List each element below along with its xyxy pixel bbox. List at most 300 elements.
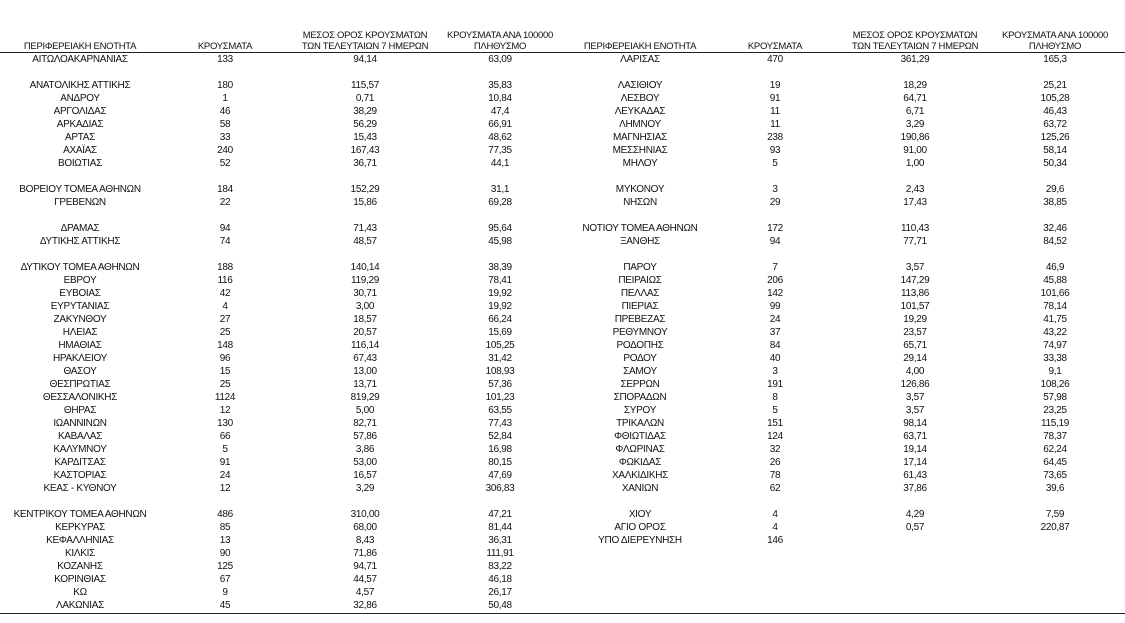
cell-cases: 24 xyxy=(219,470,231,481)
cell-mean7: 3,57 xyxy=(905,262,925,273)
cell-mean7: 17,14 xyxy=(903,457,927,468)
table-row xyxy=(560,521,1125,534)
cell-mean7: 71,43 xyxy=(353,223,377,234)
cell-mean7: 152,29 xyxy=(350,184,380,195)
cell-per100k: 66,24 xyxy=(488,314,512,325)
header-cases: ΚΡΟΥΣΜΑΤΑ xyxy=(197,41,253,52)
cell-per100k: 33,38 xyxy=(1043,353,1067,364)
cell-per100k: 62,24 xyxy=(1043,444,1067,455)
cell-per100k: 69,28 xyxy=(488,197,512,208)
header-per100k: ΚΡΟΥΣΜΑΤΑ ΑΝΑ 100000 ΠΛΗΘΥΣΜΟ xyxy=(1002,30,1108,52)
cell-region: ΚΩ xyxy=(73,587,87,598)
cell-cases: 42 xyxy=(219,288,231,299)
cell-region: ΕΥΒΟΙΑΣ xyxy=(59,288,101,299)
table-row xyxy=(560,131,1125,144)
cell-cases: 19 xyxy=(769,80,781,91)
cell-mean7: 167,43 xyxy=(350,145,380,156)
table-row xyxy=(0,274,565,287)
header-mean7: ΜΕΣΟΣ ΟΡΟΣ ΚΡΟΥΣΜΑΤΩΝ ΤΩΝ ΤΕΛΕΥΤΑΙΩΝ 7 ΗΜΕΡΩΝ xyxy=(301,30,429,52)
cell-per100k: 9,1 xyxy=(1048,366,1062,377)
cell-per100k: 63,55 xyxy=(488,405,512,416)
cell-per100k: 77,35 xyxy=(488,145,512,156)
table-row xyxy=(0,92,565,105)
cell-cases: 7 xyxy=(772,262,778,273)
cell-per100k: 32,46 xyxy=(1043,223,1067,234)
cell-cases: 96 xyxy=(219,353,231,364)
cell-mean7: 71,86 xyxy=(353,548,377,559)
cell-cases: 99 xyxy=(769,301,781,312)
cell-mean7: 3,29 xyxy=(355,483,375,494)
cell-cases: 58 xyxy=(219,119,231,130)
table-row xyxy=(0,417,565,430)
table-row xyxy=(0,482,565,495)
cell-region: ΛΗΜΝΟΥ xyxy=(619,119,661,130)
cell-region: ΛΕΣΒΟΥ xyxy=(620,93,660,104)
cell-per100k: 43,22 xyxy=(1043,327,1067,338)
cell-per100k: 58,14 xyxy=(1043,145,1067,156)
cell-per100k: 74,97 xyxy=(1043,340,1067,351)
cell-mean7: 64,71 xyxy=(903,93,927,104)
cell-per100k: 47,4 xyxy=(490,106,510,117)
table-row xyxy=(560,261,1125,274)
table-body-right xyxy=(560,53,1125,547)
cell-region: ΠΕΙΡΑΙΩΣ xyxy=(618,275,662,286)
cell-cases: 151 xyxy=(767,418,783,429)
cell-region: ΗΛΕΙΑΣ xyxy=(62,327,98,338)
table-row xyxy=(560,352,1125,365)
header-mean7: ΜΕΣΟΣ ΟΡΟΣ ΚΡΟΥΣΜΑΤΩΝ ΤΩΝ ΤΕΛΕΥΤΑΙΩΝ 7 ΗΜΕΡΩΝ xyxy=(851,30,979,52)
cell-mean7: 0,71 xyxy=(355,93,375,104)
cell-region: ΜΕΣΣΗΝΙΑΣ xyxy=(612,145,668,156)
cell-mean7: 2,43 xyxy=(905,184,925,195)
cell-region: ΑΡΓΟΛΙΔΑΣ xyxy=(53,106,107,117)
cell-per100k: 50,48 xyxy=(488,600,512,611)
cell-per100k: 38,85 xyxy=(1043,197,1067,208)
table-row xyxy=(0,79,565,92)
cell-cases: 142 xyxy=(767,288,783,299)
cell-region: ΚΑΛΥΜΝΟΥ xyxy=(53,444,107,455)
table-row xyxy=(560,326,1125,339)
cell-region: ΚΟΡΙΝΘΙΑΣ xyxy=(54,574,106,585)
cell-cases: 3 xyxy=(772,184,778,195)
cell-mean7: 3,86 xyxy=(355,444,375,455)
cell-per100k: 46,9 xyxy=(1045,262,1065,273)
blank-row xyxy=(0,495,565,508)
cell-region: ΑΡΤΑΣ xyxy=(64,132,96,143)
cell-cases: 22 xyxy=(219,197,231,208)
table-row xyxy=(560,469,1125,482)
cell-per100k: 84,52 xyxy=(1043,236,1067,247)
cell-cases: 13 xyxy=(219,535,231,546)
table-row xyxy=(0,469,565,482)
cell-mean7: 15,43 xyxy=(353,132,377,143)
cell-cases: 184 xyxy=(217,184,233,195)
header-cases: ΚΡΟΥΣΜΑΤΑ xyxy=(747,41,803,52)
table-row xyxy=(560,417,1125,430)
cell-region: ΙΩΑΝΝΙΝΩΝ xyxy=(53,418,107,429)
table-row xyxy=(560,274,1125,287)
cell-per100k: 306,83 xyxy=(485,483,515,494)
cell-cases: 124 xyxy=(767,431,783,442)
cell-cases: 46 xyxy=(219,106,231,117)
table-row xyxy=(560,313,1125,326)
cell-cases: 37 xyxy=(769,327,781,338)
cell-cases: 11 xyxy=(770,106,780,117)
blank-row xyxy=(0,209,565,222)
table-row xyxy=(560,79,1125,92)
cell-cases: 74 xyxy=(219,236,231,247)
cell-region: ΤΡΙΚΑΛΩΝ xyxy=(616,418,664,429)
table-row xyxy=(560,508,1125,521)
cell-per100k: 10,84 xyxy=(488,93,512,104)
table-row xyxy=(0,144,565,157)
cell-cases: 25 xyxy=(219,327,231,338)
table-row xyxy=(0,391,565,404)
cell-mean7: 19,29 xyxy=(903,314,927,325)
header-region: ΠΕΡΙΦΕΡΕΙΑΚΗ ΕΝΟΤΗΤΑ xyxy=(583,41,697,52)
cell-mean7: 4,29 xyxy=(905,509,925,520)
cell-cases: 3 xyxy=(772,366,778,377)
cell-per100k: 36,31 xyxy=(488,535,512,546)
cell-per100k: 125,26 xyxy=(1040,132,1070,143)
table-row xyxy=(0,183,565,196)
cell-mean7: 113,86 xyxy=(900,288,930,299)
cell-region: ΚΙΛΚΙΣ xyxy=(65,548,95,559)
cell-region: ΚΟΖΑΝΗΣ xyxy=(57,561,103,572)
cell-region: ΓΡΕΒΕΝΩΝ xyxy=(54,197,106,208)
cell-region: ΞΑΝΘΗΣ xyxy=(620,236,660,247)
cell-cases: 180 xyxy=(217,80,233,91)
cell-region: ΣΕΡΡΩΝ xyxy=(620,379,660,390)
table-row xyxy=(0,222,565,235)
cell-cases: 27 xyxy=(219,314,231,325)
cell-per100k: 78,41 xyxy=(488,275,512,286)
table-row xyxy=(560,391,1125,404)
table-row xyxy=(560,365,1125,378)
cell-region: ΔΡΑΜΑΣ xyxy=(60,223,100,234)
cell-mean7: 13,00 xyxy=(353,366,377,377)
cell-region: ΠΙΕΡΙΑΣ xyxy=(621,301,659,312)
cell-mean7: 4,00 xyxy=(905,366,925,377)
table-row xyxy=(0,339,565,352)
cell-mean7: 82,71 xyxy=(353,418,377,429)
cell-region: ΧΙΟΥ xyxy=(628,509,652,520)
cell-cases: 130 xyxy=(217,418,233,429)
cell-per100k: 38,39 xyxy=(488,262,512,273)
cell-mean7: 57,86 xyxy=(353,431,377,442)
table-row xyxy=(0,547,565,560)
cell-cases: 29 xyxy=(769,197,781,208)
table-row xyxy=(0,157,565,170)
table-row xyxy=(0,352,565,365)
table-row xyxy=(0,534,565,547)
cell-region: ΛΑΡΙΣΑΣ xyxy=(620,54,660,65)
blank-row xyxy=(0,170,565,183)
cell-per100k: 7,59 xyxy=(1045,509,1065,520)
table-row xyxy=(560,482,1125,495)
table-row xyxy=(0,105,565,118)
table-row xyxy=(0,287,565,300)
cell-per100k: 47,69 xyxy=(488,470,512,481)
cell-cases: 93 xyxy=(769,145,781,156)
cell-per100k: 39,6 xyxy=(1045,483,1065,494)
cell-mean7: 94,71 xyxy=(353,561,377,572)
cell-cases: 5 xyxy=(222,444,228,455)
cell-mean7: 4,57 xyxy=(355,587,375,598)
cell-mean7: 63,71 xyxy=(903,431,927,442)
cell-region: ΕΒΡΟΥ xyxy=(63,275,97,286)
cell-cases: 90 xyxy=(219,548,231,559)
blank-row xyxy=(560,170,1125,183)
cell-per100k: 105,28 xyxy=(1040,93,1070,104)
cell-per100k: 31,42 xyxy=(488,353,512,364)
cell-region: ΦΘΙΩΤΙΔΑΣ xyxy=(614,431,666,442)
table-row xyxy=(560,53,1125,66)
cell-region: ΝΟΤΙΟΥ ΤΟΜΕΑ ΑΘΗΝΩΝ xyxy=(582,223,698,234)
cell-region: ΚΑΣΤΟΡΙΑΣ xyxy=(53,470,107,481)
cell-region: ΦΩΚΙΔΑΣ xyxy=(618,457,662,468)
table-row xyxy=(0,196,565,209)
cell-per100k: 46,43 xyxy=(1043,106,1067,117)
table-row xyxy=(0,573,565,586)
cell-mean7: 23,57 xyxy=(903,327,927,338)
cell-per100k: 220,87 xyxy=(1040,522,1070,533)
cell-per100k: 44,1 xyxy=(490,158,510,169)
cell-mean7: 67,43 xyxy=(353,353,377,364)
cell-region: ΣΑΜΟΥ xyxy=(623,366,657,377)
cell-region: ΜΑΓΝΗΣΙΑΣ xyxy=(612,132,668,143)
cell-region: ΑΙΤΩΛΟΑΚΑΡΝΑΝΙΑΣ xyxy=(32,54,128,65)
cell-region: ΘΑΣΟΥ xyxy=(63,366,97,377)
cell-per100k: 165,3 xyxy=(1043,54,1067,65)
cell-per100k: 115,19 xyxy=(1040,418,1070,429)
cell-cases: 9 xyxy=(222,587,228,598)
table-row xyxy=(560,287,1125,300)
cell-per100k: 63,72 xyxy=(1043,119,1067,130)
cell-per100k: 108,93 xyxy=(485,366,515,377)
cell-cases: 94 xyxy=(769,236,781,247)
table-row xyxy=(560,430,1125,443)
table-row xyxy=(0,560,565,573)
cell-per100k: 23,25 xyxy=(1043,405,1067,416)
cell-mean7: 5,00 xyxy=(355,405,375,416)
cell-mean7: 19,14 xyxy=(903,444,927,455)
cell-region: ΑΝΔΡΟΥ xyxy=(60,93,100,104)
cell-cases: 5 xyxy=(772,158,778,169)
cell-per100k: 50,34 xyxy=(1043,158,1067,169)
cell-mean7: 68,00 xyxy=(353,522,377,533)
cell-cases: 25 xyxy=(219,379,231,390)
cell-per100k: 25,21 xyxy=(1043,80,1067,91)
cell-per100k: 45,88 xyxy=(1043,275,1067,286)
cell-per100k: 95,64 xyxy=(488,223,512,234)
cell-cases: 40 xyxy=(769,353,781,364)
cell-mean7: 37,86 xyxy=(903,483,927,494)
table-row xyxy=(560,144,1125,157)
cell-per100k: 80,15 xyxy=(488,457,512,468)
cell-mean7: 98,14 xyxy=(903,418,927,429)
cell-per100k: 47,21 xyxy=(488,509,512,520)
blank-row xyxy=(560,248,1125,261)
cell-cases: 1 xyxy=(222,93,228,104)
cell-per100k: 111,91 xyxy=(486,548,514,559)
cell-mean7: 44,57 xyxy=(353,574,377,585)
table-row xyxy=(0,261,565,274)
table-row xyxy=(560,222,1125,235)
table-right xyxy=(560,0,1125,623)
table-row xyxy=(0,235,565,248)
cell-mean7: 1,00 xyxy=(905,158,925,169)
cell-per100k: 81,44 xyxy=(488,522,512,533)
table-row xyxy=(560,404,1125,417)
cell-region: ΧΑΝΙΩΝ xyxy=(621,483,659,494)
cell-cases: 33 xyxy=(219,132,231,143)
table-row xyxy=(560,534,1125,547)
blank-row xyxy=(560,495,1125,508)
table-row xyxy=(0,521,565,534)
table-row xyxy=(0,313,565,326)
cell-region: ΣΥΡΟΥ xyxy=(623,405,657,416)
cell-region: ΛΕΥΚΑΔΑΣ xyxy=(614,106,666,117)
cell-region: ΛΑΣΙΘΙΟΥ xyxy=(617,80,663,91)
cell-mean7: 361,29 xyxy=(900,54,930,65)
cell-cases: 12 xyxy=(219,405,231,416)
table-row xyxy=(560,92,1125,105)
table-row xyxy=(0,378,565,391)
table-row xyxy=(0,326,565,339)
table-row xyxy=(0,300,565,313)
blank-row xyxy=(0,66,565,79)
cell-cases: 15 xyxy=(219,366,231,377)
cell-cases: 238 xyxy=(767,132,783,143)
cell-region: ΚΕΦΑΛΛΗΝΙΑΣ xyxy=(46,535,114,546)
cell-region: ΠΑΡΟΥ xyxy=(623,262,657,273)
cell-region: ΡΕΘΥΜΝΟΥ xyxy=(612,327,668,338)
cell-region: ΑΧΑΪΑΣ xyxy=(63,145,97,156)
cell-region: ΚΕΡΚΥΡΑΣ xyxy=(55,522,105,533)
cell-mean7: 3,29 xyxy=(905,119,925,130)
header-per100k: ΚΡΟΥΣΜΑΤΑ ΑΝΑ 100000 ΠΛΗΘΥΣΜΟ xyxy=(447,30,553,52)
table-row xyxy=(0,118,565,131)
table-body-left xyxy=(0,53,565,612)
cell-mean7: 36,71 xyxy=(353,158,377,169)
table-row xyxy=(560,118,1125,131)
cell-per100k: 19,92 xyxy=(488,288,512,299)
cell-mean7: 116,14 xyxy=(350,340,380,351)
table-row xyxy=(0,508,565,521)
cell-per100k: 64,45 xyxy=(1043,457,1067,468)
cell-cases: 486 xyxy=(217,509,233,520)
cell-mean7: 29,14 xyxy=(903,353,927,364)
table-row xyxy=(0,456,565,469)
cell-region: ΚΕΑΣ - ΚΥΘΝΟΥ xyxy=(43,483,117,494)
cell-per100k: 52,84 xyxy=(488,431,512,442)
cell-per100k: 66,91 xyxy=(488,119,512,130)
cell-cases: 133 xyxy=(217,54,233,65)
table-row xyxy=(0,131,565,144)
cell-cases: 470 xyxy=(767,54,783,65)
cell-cases: 52 xyxy=(219,158,231,169)
cell-mean7: 6,71 xyxy=(905,106,925,117)
cell-mean7: 3,00 xyxy=(355,301,375,312)
cell-per100k: 108,26 xyxy=(1040,379,1070,390)
table-row xyxy=(0,586,565,599)
cell-cases: 191 xyxy=(767,379,783,390)
cell-region: ΜΗΛΟΥ xyxy=(622,158,658,169)
cell-mean7: 18,57 xyxy=(353,314,377,325)
table-row xyxy=(560,378,1125,391)
table-row xyxy=(560,235,1125,248)
cell-mean7: 91,00 xyxy=(903,145,927,156)
cell-region: ΗΡΑΚΛΕΙΟΥ xyxy=(52,353,108,364)
table-row xyxy=(560,157,1125,170)
cell-mean7: 15,86 xyxy=(353,197,377,208)
cell-cases: 1124 xyxy=(214,392,236,403)
cell-region: ΠΡΕΒΕΖΑΣ xyxy=(614,314,666,325)
cell-region: ΘΕΣΣΑΛΟΝΙΚΗΣ xyxy=(42,392,118,403)
cell-cases: 146 xyxy=(767,535,783,546)
cell-per100k: 19,92 xyxy=(488,301,512,312)
cell-cases: 45 xyxy=(219,600,231,611)
table-row xyxy=(560,183,1125,196)
cell-region: ΘΕΣΠΡΩΤΙΑΣ xyxy=(49,379,111,390)
cell-region: ΝΗΣΩΝ xyxy=(623,197,657,208)
cell-cases: 67 xyxy=(219,574,231,585)
cell-per100k: 78,14 xyxy=(1043,301,1067,312)
table-row xyxy=(0,53,565,66)
cell-per100k: 101,23 xyxy=(485,392,515,403)
cell-per100k: 48,62 xyxy=(488,132,512,143)
table-row xyxy=(560,456,1125,469)
cell-cases: 24 xyxy=(769,314,781,325)
bottom-rule xyxy=(0,613,565,614)
table-row xyxy=(0,443,565,456)
cell-per100k: 78,37 xyxy=(1043,431,1067,442)
cell-per100k: 63,09 xyxy=(488,54,512,65)
cell-mean7: 20,57 xyxy=(353,327,377,338)
cell-mean7: 56,29 xyxy=(353,119,377,130)
cell-cases: 66 xyxy=(219,431,231,442)
cell-cases: 78 xyxy=(769,470,781,481)
cell-per100k: 31,1 xyxy=(490,184,510,195)
cell-region: ΚΑΡΔΙΤΣΑΣ xyxy=(54,457,106,468)
cell-cases: 11 xyxy=(770,119,780,130)
cell-mean7: 94,14 xyxy=(353,54,377,65)
cell-region: ΔΥΤΙΚΟΥ ΤΟΜΕΑ ΑΘΗΝΩΝ xyxy=(20,262,140,273)
cell-mean7: 77,71 xyxy=(903,236,927,247)
cell-per100k: 15,69 xyxy=(488,327,512,338)
cell-region: ΧΑΛΚΙΔΙΚΗΣ xyxy=(612,470,668,481)
cell-cases: 188 xyxy=(217,262,233,273)
cell-region: ΗΜΑΘΙΑΣ xyxy=(58,340,102,351)
cell-mean7: 18,29 xyxy=(903,80,927,91)
cell-cases: 172 xyxy=(767,223,783,234)
cell-mean7: 190,86 xyxy=(900,132,930,143)
table-row xyxy=(0,430,565,443)
cell-per100k: 105,25 xyxy=(485,340,515,351)
cell-cases: 125 xyxy=(217,561,233,572)
cell-per100k: 77,43 xyxy=(488,418,512,429)
cell-mean7: 38,29 xyxy=(353,106,377,117)
cell-per100k: 57,98 xyxy=(1043,392,1067,403)
cell-mean7: 16,57 xyxy=(353,470,377,481)
cell-mean7: 13,71 xyxy=(353,379,377,390)
cell-mean7: 115,57 xyxy=(350,80,380,91)
cell-cases: 116 xyxy=(217,275,233,286)
cell-mean7: 3,57 xyxy=(905,405,925,416)
cell-mean7: 48,57 xyxy=(353,236,377,247)
cell-mean7: 101,57 xyxy=(900,301,930,312)
